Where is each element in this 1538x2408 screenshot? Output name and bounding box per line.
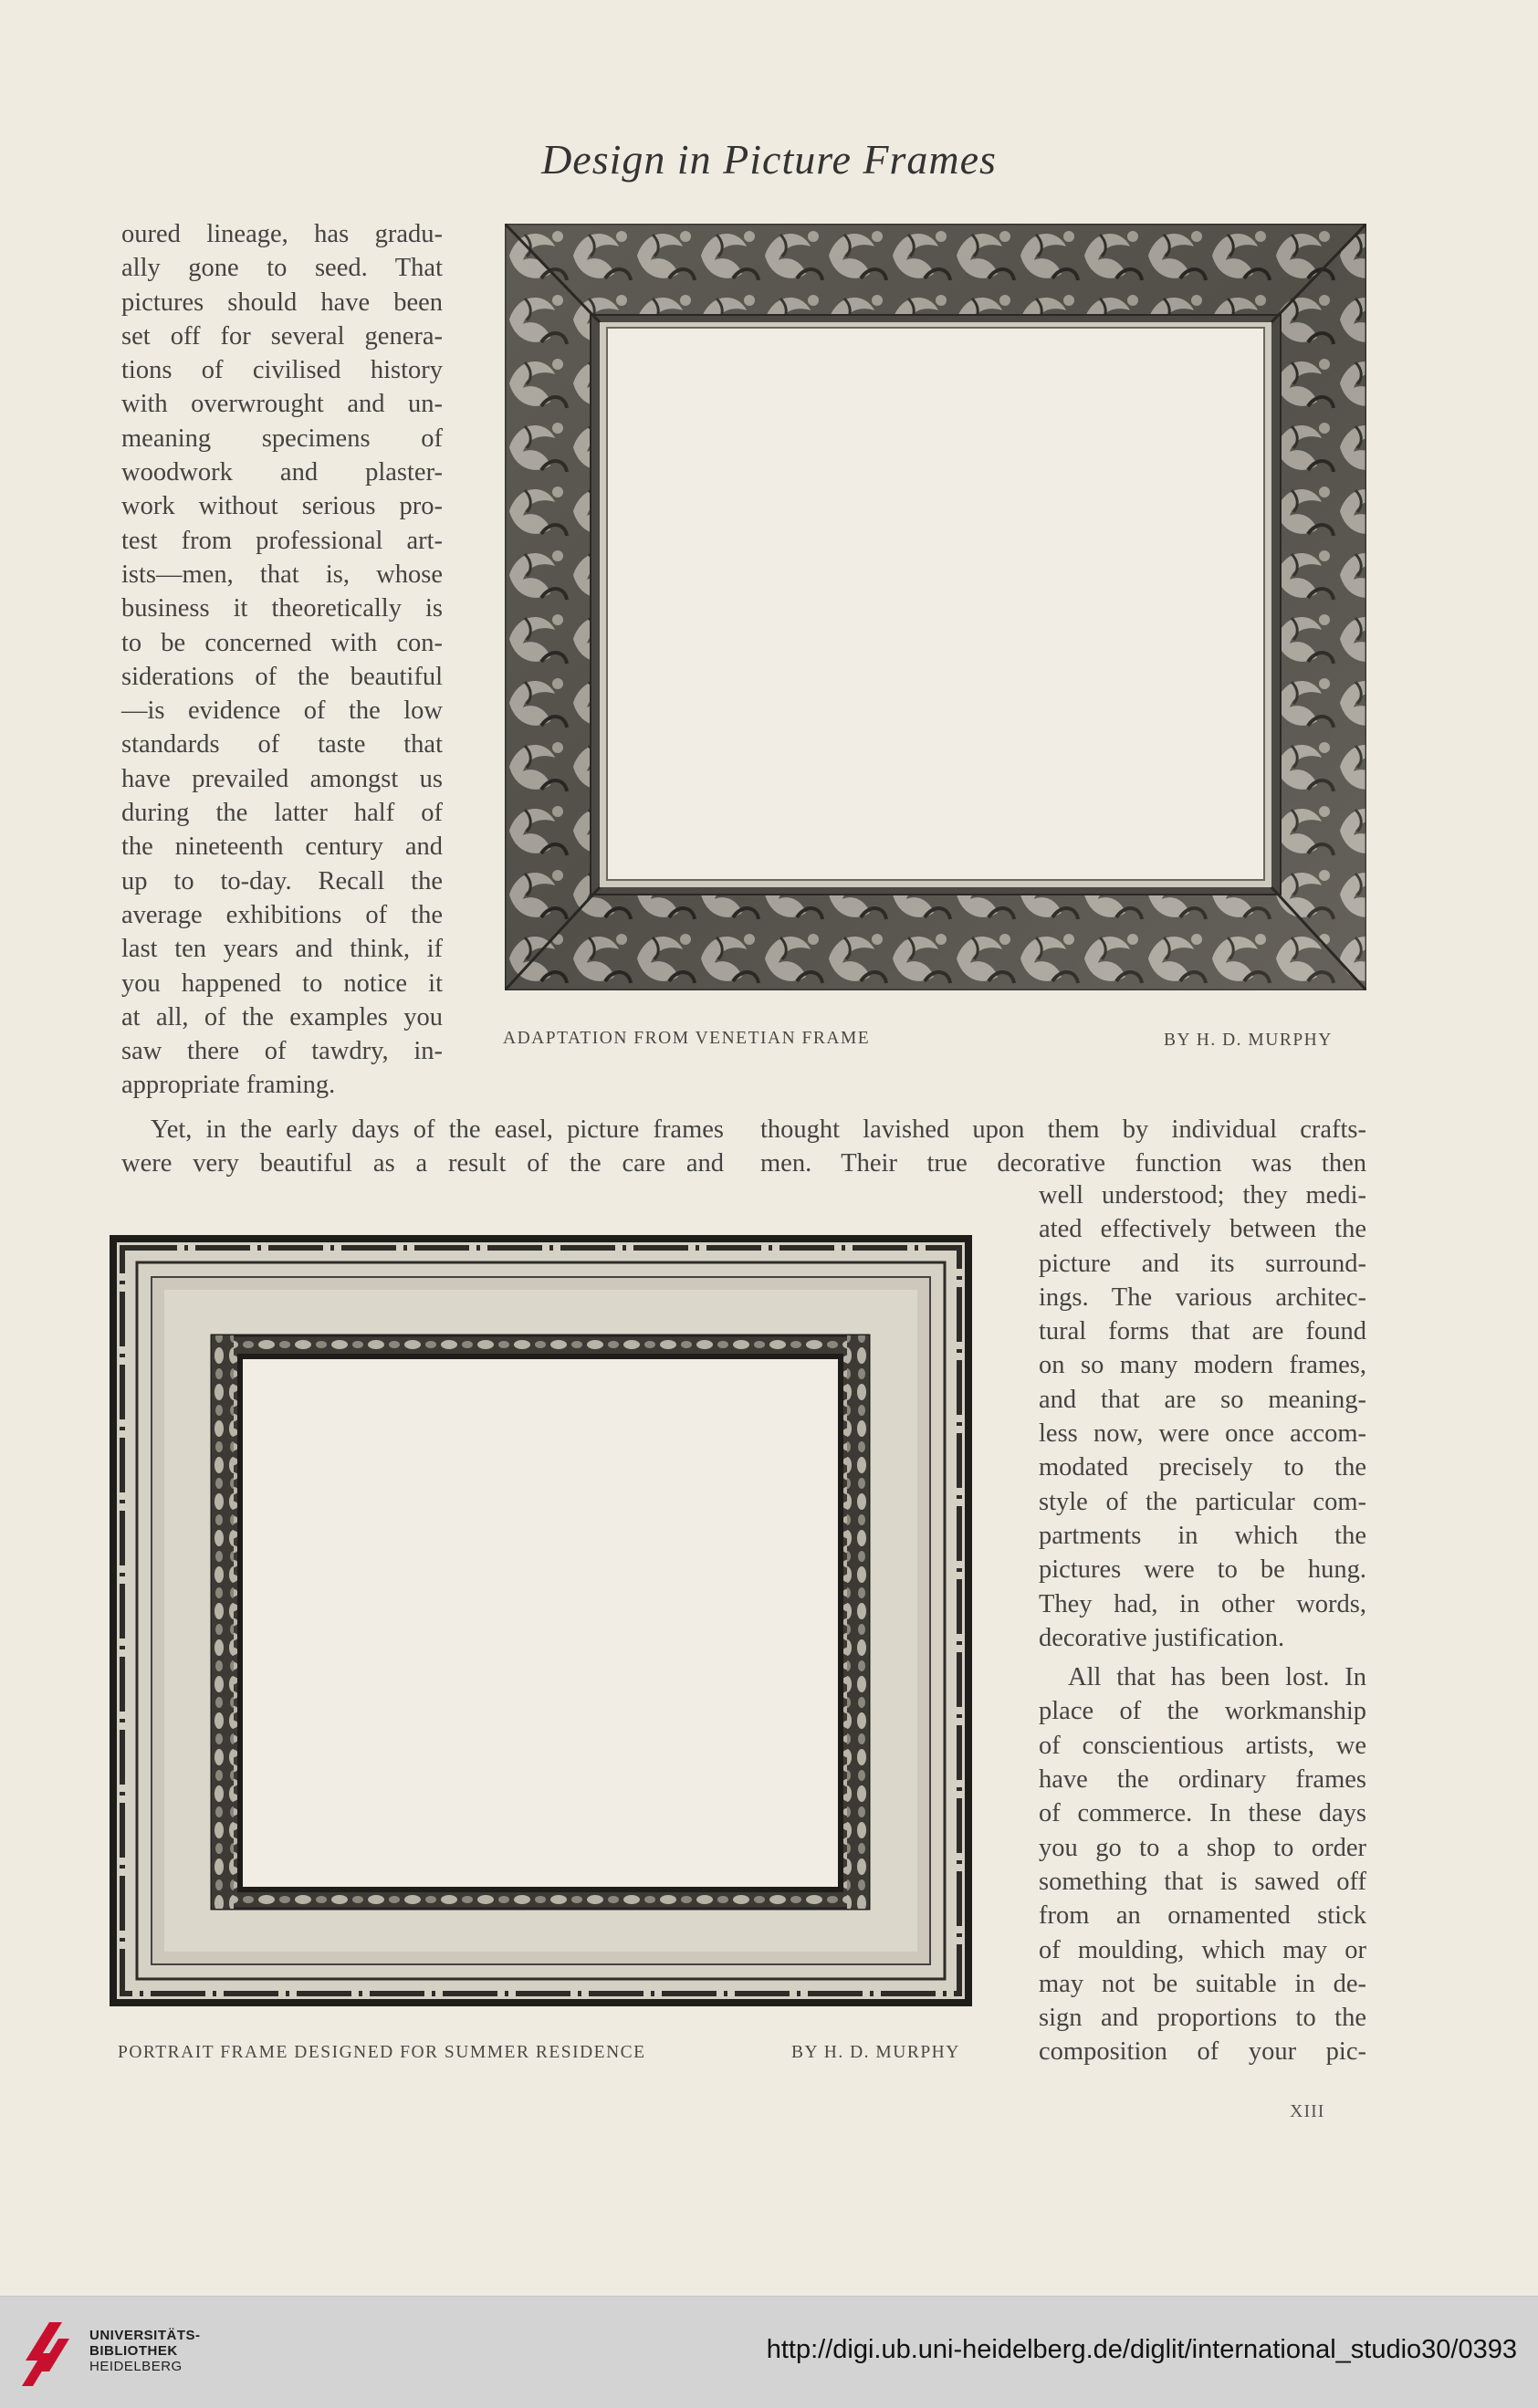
text-line: composition of your pic- <box>1039 2037 1366 2067</box>
text-line: Yet, in the early days of the easel, picture frames <box>151 1115 724 1144</box>
text-line: from an ornamented stick <box>1039 1901 1366 1931</box>
text-line: average exhibitions of the <box>121 900 443 929</box>
text-line: thought lavished upon them by individual crafts- <box>760 1115 1366 1144</box>
text-line: and that are so meaning- <box>1039 1385 1366 1414</box>
text-line: place of the workmanship <box>1039 1697 1366 1726</box>
text-line: business it theoretically is <box>121 594 443 623</box>
text-line: something that is sawed off <box>1039 1867 1366 1896</box>
venetian-frame-image <box>505 224 1366 990</box>
bottom-figure-caption: PORTRAIT FRAME DESIGNED FOR SUMMER RESIDENCE <box>118 2043 646 2062</box>
library-name-line2: BIBLIOTHEK <box>89 2343 178 2359</box>
text-line: with overwrought and un- <box>121 390 443 419</box>
text-line: ally gone to seed. That <box>121 254 443 283</box>
text-line: set off for several genera- <box>121 321 443 351</box>
text-line: ated effectively between the <box>1039 1215 1366 1244</box>
text-line: siderations of the beautiful <box>121 662 443 691</box>
text-line: have the ordinary frames <box>1039 1765 1366 1795</box>
text-line: have prevailed amongst us <box>121 764 443 793</box>
wide-right-text <box>760 1113 1366 1181</box>
text-line: picture and its surround- <box>1039 1249 1366 1278</box>
text-line: pictures were to be hung. <box>1039 1555 1366 1585</box>
text-line: oured lineage, has gradu- <box>121 220 443 248</box>
text-line: style of the particular com- <box>1039 1487 1366 1516</box>
text-line: to be concerned with con- <box>121 628 443 657</box>
text-line: you go to a shop to order <box>1039 1833 1366 1862</box>
library-name <box>89 2328 201 2374</box>
text-line: may not be suitable in de- <box>1039 1969 1366 1998</box>
text-line: tural forms that are found <box>1039 1317 1366 1346</box>
text-line: of conscientious artists, we <box>1039 1731 1366 1760</box>
left-column-text <box>121 217 443 1103</box>
text-line: pictures should have been <box>121 288 443 317</box>
portrait-frame-image <box>110 1235 972 2006</box>
bottom-figure-credit: BY H. D. MURPHY <box>791 2043 960 2062</box>
text-line: partments in which the <box>1039 1521 1366 1550</box>
text-line: meaning specimens of <box>121 424 443 453</box>
wide-left-text <box>121 1113 724 1181</box>
text-line: woodwork and plaster- <box>121 458 443 487</box>
text-line: ings. The various architec- <box>1039 1283 1366 1312</box>
top-figure-credit: BY H. D. MURPHY <box>1164 1031 1333 1050</box>
text-line: decorative justification. <box>1039 1623 1285 1652</box>
text-line: work without serious pro- <box>121 492 443 521</box>
top-figure-caption: ADAPTATION FROM VENETIAN FRAME <box>503 1029 871 1048</box>
right-column-text <box>1039 1178 1366 2069</box>
text-line: modated precisely to the <box>1039 1453 1366 1482</box>
text-line: the nineteenth century and <box>121 832 443 862</box>
text-line: on so many modern frames, <box>1039 1351 1366 1380</box>
text-line: —is evidence of the low <box>121 696 443 726</box>
text-line: were very beautiful as a result of the care and <box>121 1149 724 1178</box>
text-line: saw there of tawdry, in- <box>121 1037 443 1066</box>
text-line: less now, were once accom- <box>1039 1419 1366 1449</box>
text-line: ists—men, that is, whose <box>121 560 443 589</box>
text-line: test from professional art- <box>121 526 443 555</box>
text-line: of moulding, which may or <box>1039 1935 1366 1964</box>
text-line: appropriate framing. <box>121 1071 336 1100</box>
text-line: of commerce. In these days <box>1039 1799 1366 1828</box>
page-number: XIII <box>1290 2101 1325 2121</box>
text-line: last ten years and think, if <box>121 935 443 964</box>
text-line: up to to-day. Recall the <box>121 866 443 895</box>
text-line: men. Their true decorative function was then <box>760 1149 1366 1178</box>
text-line: standards of taste that <box>121 730 443 759</box>
library-name-line3: HEIDELBERG <box>89 2359 183 2374</box>
text-line: sign and proportions to the <box>1039 2004 1366 2033</box>
text-line: at all, of the examples you <box>121 1002 443 1031</box>
library-name-line1: UNIVERSITÄTS- <box>89 2328 201 2343</box>
right-paragraph-2 <box>1039 1660 1366 2069</box>
library-footer-bar <box>0 2296 1538 2408</box>
page-running-title: Design in Picture Frames <box>541 136 997 183</box>
text-line: during the latter half of <box>121 799 443 828</box>
library-logo-icon <box>16 2315 75 2392</box>
text-line: All that has been lost. In <box>1068 1663 1366 1692</box>
text-line: tions of civilised history <box>121 356 443 385</box>
text-line: well understood; they medi- <box>1039 1181 1366 1209</box>
text-line: They had, in other words, <box>1039 1589 1366 1618</box>
text-line: you happened to notice it <box>121 968 443 998</box>
source-url[interactable]: http://digi.ub.uni-heidelberg.de/diglit/international_studio30/0393 <box>766 2335 1517 2364</box>
